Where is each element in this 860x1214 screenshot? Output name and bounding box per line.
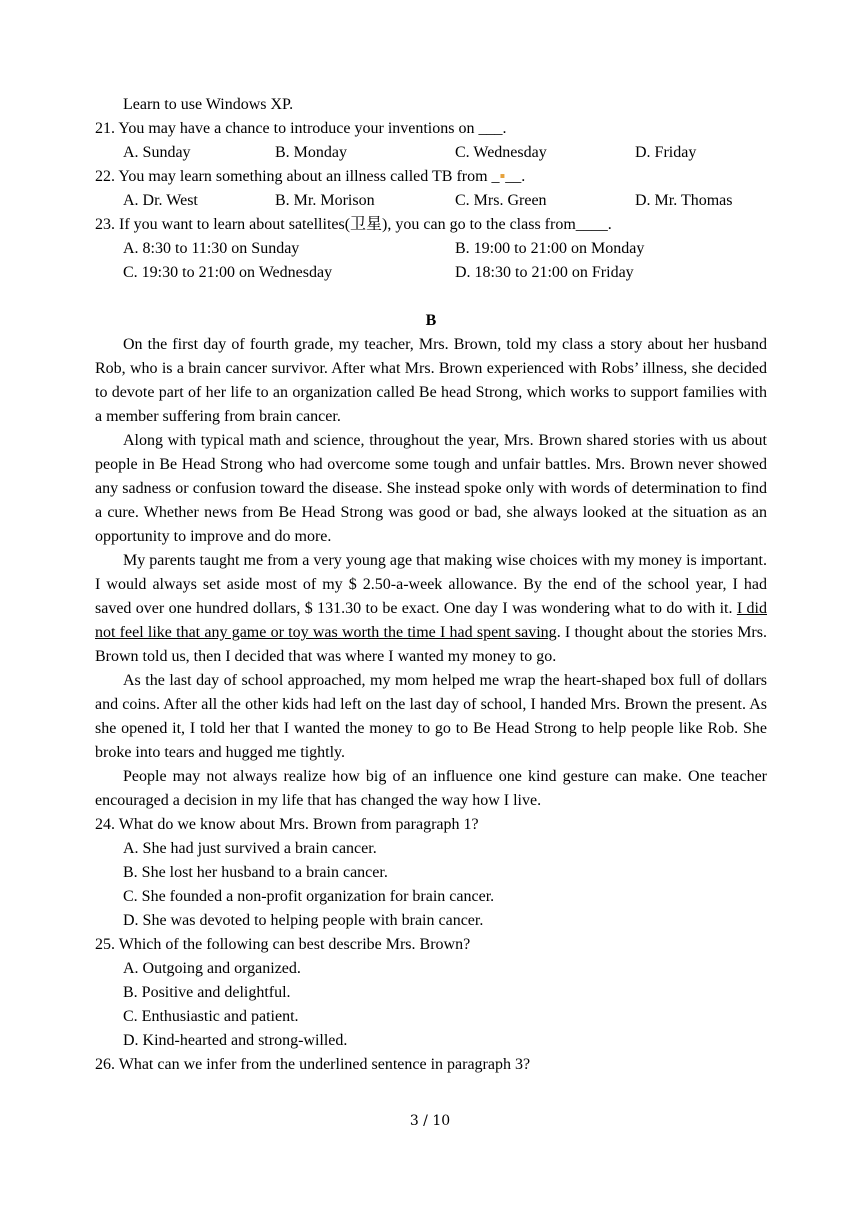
q21-option-d: D. Friday bbox=[635, 144, 697, 161]
q22-option-c: C. Mrs. Green bbox=[455, 192, 547, 209]
paragraph-3-text-start: My parents taught me from a very young age that making wise choices with my money is important. I would always set aside most of my $ 2.50-a-week allowance. By the end of the school year, I had saved over one hundred dollars, $ 131.30 to be exact. One day I was wondering what to do with it. bbox=[95, 552, 767, 617]
section-b-heading: B bbox=[425, 312, 437, 329]
passage-paragraph-3 bbox=[95, 549, 767, 669]
q24-option-b: B. She lost her husband to a brain cancer. bbox=[123, 864, 388, 881]
question-23-stem: 23. If you want to learn about satellites(卫星), you can go to the class from____. bbox=[95, 216, 612, 233]
question-25-stem: 25. Which of the following can best describe Mrs. Brown? bbox=[95, 936, 471, 953]
q23-option-c: C. 19:30 to 21:00 on Wednesday bbox=[123, 264, 333, 281]
document-page bbox=[95, 93, 767, 1077]
q22-option-a: A. Dr. West bbox=[123, 192, 198, 209]
q24-option-c: C. She founded a non-profit organization for brain cancer. bbox=[123, 888, 495, 905]
q21-option-a: A. Sunday bbox=[123, 144, 191, 161]
intro-line: Learn to use Windows XP. bbox=[123, 96, 294, 113]
question-26-stem: 26. What can we infer from the underlined sentence in paragraph 3? bbox=[95, 1056, 531, 1073]
paragraph-3-text-end: . I thought about the stories Mrs. Brown told us, then I decided that was where I wanted my money to go. bbox=[95, 624, 767, 665]
question-21-options bbox=[95, 141, 767, 165]
q25-option-b: B. Positive and delightful. bbox=[123, 984, 291, 1001]
underlined-sentence: I did not feel like that any game or toy was worth the time I had spent saving bbox=[95, 600, 767, 641]
question-23-options-row-1 bbox=[95, 237, 767, 261]
passage-paragraph-5: People may not always realize how big of an influence one kind gesture can make. One teacher encouraged a decision in my life that has changed the way how I live. bbox=[95, 768, 767, 809]
q22-stem-text: 22. You may learn something about an illness called TB from _ bbox=[95, 168, 500, 185]
q23-option-d: D. 18:30 to 21:00 on Friday bbox=[455, 264, 634, 281]
question-23-options-row-2 bbox=[95, 261, 767, 285]
passage-paragraph-1: On the first day of fourth grade, my teacher, Mrs. Brown, told my class a story about her husband Rob, who is a brain cancer survivor. After what Mrs. Brown experienced with Robs’ illness, she decided to devote part of her life to an organization called Be head Strong, which works to support families with a member suffering from brain cancer. bbox=[95, 336, 767, 425]
q24-option-a: A. She had just survived a brain cancer. bbox=[123, 840, 377, 857]
passage-paragraph-2: Along with typical math and science, throughout the year, Mrs. Brown shared stories with us about people in Be Head Strong who had overcome some tough and unfair battles. Mrs. Brown never showed any sadness or confusion toward the disease. She instead spoke only with words of determination to find a cure. Whether news from Be Head Strong was good or bad, she always looked at the situation as an opportunity to improve and do more. bbox=[95, 432, 767, 545]
passage-paragraph-4: As the last day of school approached, my mom helped me wrap the heart-shaped box full of dollars and coins. After all the other kids had left on the last day of school, I handed Mrs. Brown the present. As she opened it, I told her that I wanted the money to go to Be Head Strong to help people like Rob. She broke into tears and hugged me tightly. bbox=[95, 672, 767, 761]
page-number: 3 / 10 bbox=[409, 1113, 451, 1129]
q25-option-c: C. Enthusiastic and patient. bbox=[123, 1008, 299, 1025]
q22-option-b: B. Mr. Morison bbox=[275, 192, 375, 209]
question-22-options bbox=[95, 189, 767, 213]
q24-option-d: D. She was devoted to helping people with brain cancer. bbox=[123, 912, 484, 929]
question-22-stem bbox=[95, 165, 767, 189]
q25-option-d: D. Kind-hearted and strong-willed. bbox=[123, 1032, 348, 1049]
q25-option-a: A. Outgoing and organized. bbox=[123, 960, 301, 977]
q21-option-c: C. Wednesday bbox=[455, 144, 547, 161]
q22-option-d: D. Mr. Thomas bbox=[635, 192, 733, 209]
question-24-stem: 24. What do we know about Mrs. Brown from paragraph 1? bbox=[95, 816, 479, 833]
q23-option-b: B. 19:00 to 21:00 on Monday bbox=[455, 240, 645, 257]
q22-blank-mark: ▪ bbox=[499, 168, 506, 185]
question-21-stem: 21. You may have a chance to introduce your inventions on ___. bbox=[95, 120, 507, 137]
q22-stem-end: __. bbox=[505, 168, 526, 185]
q21-option-b: B. Monday bbox=[275, 144, 347, 161]
q23-option-a: A. 8:30 to 11:30 on Sunday bbox=[123, 240, 300, 257]
